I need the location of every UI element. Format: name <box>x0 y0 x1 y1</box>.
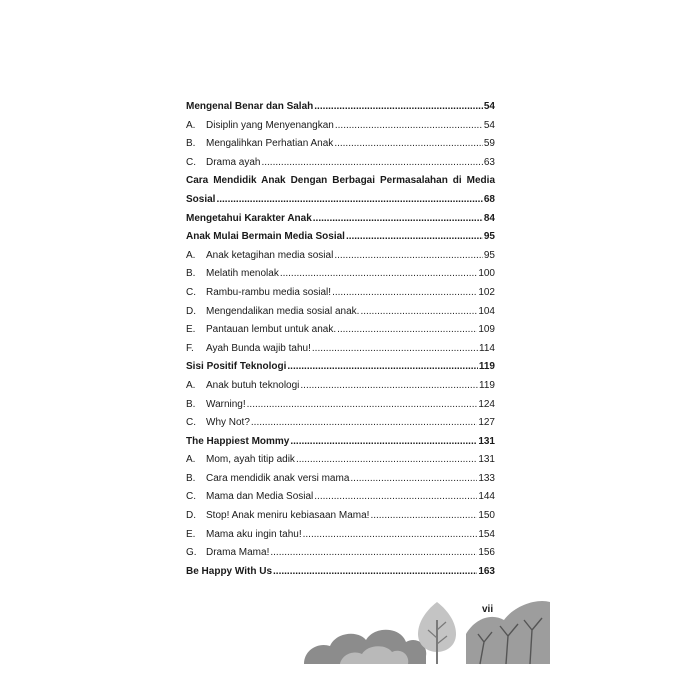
dot-leader <box>261 154 482 173</box>
toc-entry-letter: A. <box>186 119 196 131</box>
toc-entry-letter: A. <box>186 249 196 261</box>
toc-sub-entry <box>186 135 495 154</box>
toc-entry-page: 84 <box>483 212 495 224</box>
toc-entry-page: 95 <box>483 231 495 243</box>
toc-entry-page: 124 <box>478 398 495 410</box>
toc-sub-entry <box>186 488 495 507</box>
toc-sub-entry <box>186 507 495 526</box>
toc-sub-entry <box>186 377 495 396</box>
dot-leader <box>280 265 478 284</box>
toc-entry-title: Mama dan Media Sosial <box>206 491 314 503</box>
toc-entry-page: 119 <box>479 379 495 391</box>
toc-entry-title: Melatih menolak <box>206 268 279 280</box>
toc-sub-entry <box>186 247 495 266</box>
dot-leader <box>300 377 478 396</box>
toc-entry-title: Ayah Bunda wajib tahu! <box>206 342 311 354</box>
dot-leader <box>247 396 478 415</box>
toc-entry-page: 144 <box>478 491 495 503</box>
toc-entry-title: Sosial <box>186 193 216 205</box>
toc-entry-letter: E. <box>186 324 196 336</box>
toc-chapter-entry <box>186 228 495 247</box>
dot-leader <box>313 210 483 229</box>
toc-entry-title: Cara mendidik anak versi mama <box>206 472 350 484</box>
toc-entry-title: Stop! Anak meniru kebiasaan Mama! <box>206 510 370 522</box>
toc-chapter-entry <box>186 210 495 229</box>
toc-sub-entry <box>186 340 495 359</box>
wooded-hill <box>466 601 550 664</box>
toc-entry-letter: C. <box>186 491 196 503</box>
dot-leader <box>273 563 477 582</box>
dot-leader <box>314 488 477 507</box>
toc-entry-title: Pantauan lembut untuk anak. <box>206 324 337 336</box>
toc-entry-title: Sisi Positif Teknologi <box>186 361 287 373</box>
toc-entry-page: 59 <box>483 138 495 150</box>
toc-entry-title: Rambu-rambu media sosial! <box>206 286 332 298</box>
dot-leader <box>287 358 477 377</box>
dot-leader <box>332 284 477 303</box>
toc-entry-page: 102 <box>478 286 495 298</box>
toc-entry-letter: F. <box>186 342 194 354</box>
toc-entry-title: Mengendalikan media sosial anak. <box>206 305 360 317</box>
toc-entry-title: Mengalihkan Perhatian Anak <box>206 138 334 150</box>
dot-leader <box>290 433 477 452</box>
toc-entry-letter: D. <box>186 305 196 317</box>
toc-entry-title: Drama Mama! <box>206 547 270 559</box>
toc-chapter-entry <box>186 433 495 452</box>
toc-entry-title: Mengenal Benar dan Salah <box>186 101 314 112</box>
table-of-contents <box>186 98 495 581</box>
toc-entry-title: The Happiest Mommy <box>186 435 290 447</box>
toc-sub-entry <box>186 154 495 173</box>
toc-sub-entry <box>186 544 495 563</box>
dot-leader <box>314 98 483 117</box>
toc-entry-page: 133 <box>478 472 495 484</box>
dot-leader <box>350 470 477 489</box>
toc-entry-page: 95 <box>483 249 495 261</box>
toc-entry-title: Drama ayah <box>206 156 261 168</box>
toc-entry-title: Anak butuh teknologi <box>206 379 300 391</box>
dot-leader <box>270 544 477 563</box>
dot-leader <box>337 321 477 340</box>
toc-entry-page: 104 <box>478 305 495 317</box>
toc-entry-title: Mengetahui Karakter Anak <box>186 212 312 224</box>
toc-entry-title: Mama aku ingin tahu! <box>206 528 302 540</box>
dot-leader <box>216 191 482 210</box>
dot-leader <box>334 135 483 154</box>
toc-sub-entry <box>186 303 495 322</box>
toc-entry-letter: D. <box>186 510 196 522</box>
dot-leader <box>312 340 478 359</box>
toc-chapter-entry <box>186 358 495 377</box>
toc-entry-letter: B. <box>186 268 196 280</box>
toc-sub-entry <box>186 526 495 545</box>
toc-entry-title: Anak ketagihan media sosial <box>206 249 334 261</box>
toc-sub-entry <box>186 117 495 136</box>
dot-leader <box>334 247 483 266</box>
toc-chapter-title-line1: Cara Mendidik Anak Dengan Berbagai Permasalahan di Media <box>186 175 495 187</box>
toc-chapter-entry <box>186 98 495 117</box>
toc-chapter-entry <box>186 191 495 210</box>
toc-entry-letter: B. <box>186 138 196 150</box>
toc-entry-page: 100 <box>478 268 495 280</box>
toc-entry-page: 131 <box>478 435 495 447</box>
toc-entry-page: 114 <box>479 342 495 354</box>
toc-entry-page: 150 <box>478 510 495 522</box>
toc-entry-title: Disiplin yang Menyenangkan <box>206 119 334 131</box>
toc-entry-page: 68 <box>483 193 495 205</box>
toc-sub-entry <box>186 321 495 340</box>
toc-entry-letter: B. <box>186 472 196 484</box>
toc-entry-page: 156 <box>478 547 495 559</box>
toc-sub-entry <box>186 451 495 470</box>
toc-entry-title: Why Not? <box>206 417 250 429</box>
toc-entry-page: 63 <box>483 156 495 168</box>
toc-entry-letter: A. <box>186 454 196 466</box>
toc-entry-letter: G. <box>186 547 197 559</box>
hills-trees-illustration <box>300 590 552 670</box>
toc-entry-page: 127 <box>478 417 495 429</box>
dot-leader <box>346 228 483 247</box>
toc-entry-title: Be Happy With Us <box>186 565 273 577</box>
toc-entry-letter: B. <box>186 398 196 410</box>
toc-entry-title: Anak Mulai Bermain Media Sosial <box>186 231 345 243</box>
toc-entry-letter: C. <box>186 417 196 429</box>
dot-leader <box>360 303 477 322</box>
toc-entry-page: 131 <box>478 454 495 466</box>
toc-entry-letter: E. <box>186 528 196 540</box>
toc-entry-page: 54 <box>483 101 495 112</box>
toc-entry-page: 109 <box>478 324 495 336</box>
dot-leader <box>335 117 483 136</box>
dot-leader <box>251 414 477 433</box>
toc-sub-entry <box>186 414 495 433</box>
page-number: vii <box>482 604 494 615</box>
toc-entry-page: 163 <box>478 565 495 577</box>
toc-entry-title: Warning! <box>206 398 246 410</box>
toc-entry-letter: A. <box>186 379 196 391</box>
dot-leader <box>370 507 477 526</box>
dot-leader <box>296 451 477 470</box>
dot-leader <box>303 526 478 545</box>
toc-entry-page: 119 <box>478 361 495 373</box>
toc-entry-letter: C. <box>186 286 196 298</box>
toc-entry-letter: C. <box>186 156 196 168</box>
toc-sub-entry <box>186 284 495 303</box>
toc-entry-title: Mom, ayah titip adik <box>206 454 295 466</box>
toc-chapter-entry <box>186 563 495 582</box>
toc-sub-entry <box>186 470 495 489</box>
toc-entry-page: 154 <box>478 528 495 540</box>
toc-sub-entry <box>186 396 495 415</box>
toc-chapter-line <box>186 172 495 191</box>
toc-entry-page: 54 <box>483 119 495 131</box>
toc-sub-entry <box>186 265 495 284</box>
